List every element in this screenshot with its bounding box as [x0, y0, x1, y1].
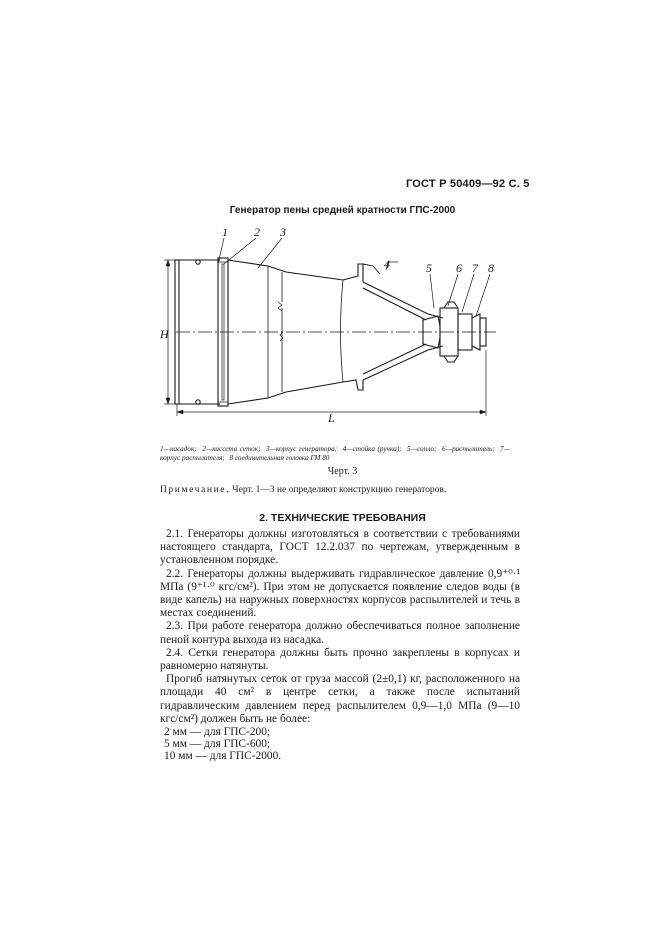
figure-title: Генератор пены средней кратности ГПС-2000: [229, 205, 456, 216]
callout-3: 3: [280, 225, 286, 239]
legend-item: 8 соединительная головка ГМ 80: [229, 454, 330, 462]
legend-item: 2—кассета сеток;: [202, 445, 261, 453]
list-item: 5 мм — для ГПС-600;: [164, 738, 271, 751]
dimension-h-label: H: [160, 327, 169, 341]
callout-7: 7: [472, 261, 478, 275]
paragraph-2-3: 2.3. При работе генератора должно обеспечиваться полное заполнение пеной контура выхода из насадка.: [160, 620, 520, 646]
note-text: Черт. 1—3 не определяют конструкцию генераторов.: [232, 485, 447, 495]
page-header: ГОСТ Р 50409—92 С. 5: [406, 178, 530, 190]
paragraph-deflection: Прогиб натянутых сеток от груза массой (2±0,1) кг, расположенного на площади 40 см² в центре сетки, а также после испытаний гидравлическим давлением перед распылителем 0,9—1,0 МПа (9—10 кгс/см²) должен быть не более:: [160, 673, 520, 725]
list-item: 2 мм — для ГПС-200;: [164, 726, 271, 739]
legend-item: 3—корпус генератора;: [266, 445, 338, 453]
generator-drawing: [158, 222, 518, 442]
figure-caption: Черт. 3: [327, 466, 358, 477]
legend-item: 4—стойка (ручка);: [342, 445, 402, 453]
callout-6: 6: [456, 261, 462, 275]
legend-item: 7—корпус распылителя;: [160, 445, 511, 462]
note-label: Примечание.: [160, 485, 231, 495]
deflection-list: [160, 726, 520, 763]
dimension-l-label: L: [328, 411, 335, 425]
callout-2: 2: [254, 225, 260, 239]
paragraph-2-2: 2.2. Генераторы должны выдерживать гидравлическое давление 0,9⁺⁰·¹ МПа (9⁺¹·⁰ кгс/см²). При этом не допускается появление следов воды (в виде капель) на наружных поверхностях корпусов распылителей и течь в местах соединений.: [160, 567, 520, 620]
note: [160, 485, 446, 495]
callout-5: 5: [426, 261, 432, 275]
list-item: 10 мм — для ГПС-2000.: [164, 750, 282, 763]
callout-8: 8: [488, 261, 494, 275]
section-body: [160, 528, 520, 763]
legend-item: 5—сопло;: [407, 445, 437, 453]
paragraph-2-4: 2.4. Сетки генератора должны быть прочно закреплены в корпусах и равномерно натянуты.: [160, 646, 520, 673]
figure-legend: [160, 445, 510, 463]
paragraph-2-1: 2.1. Генераторы должны изготовляться в соответствии с требованиями настоящего стандарта, ГОСТ 12.2.037 по чертежам, утвержденным в установленном порядке.: [160, 528, 520, 567]
callout-4: 4: [384, 257, 390, 271]
callout-1: 1: [222, 225, 228, 239]
legend-item: 1—насадок;: [160, 445, 197, 453]
section-title: 2. ТЕХНИЧЕСКИЕ ТРЕБОВАНИЯ: [259, 512, 426, 524]
legend-item: 6—распылитель;: [441, 445, 495, 453]
